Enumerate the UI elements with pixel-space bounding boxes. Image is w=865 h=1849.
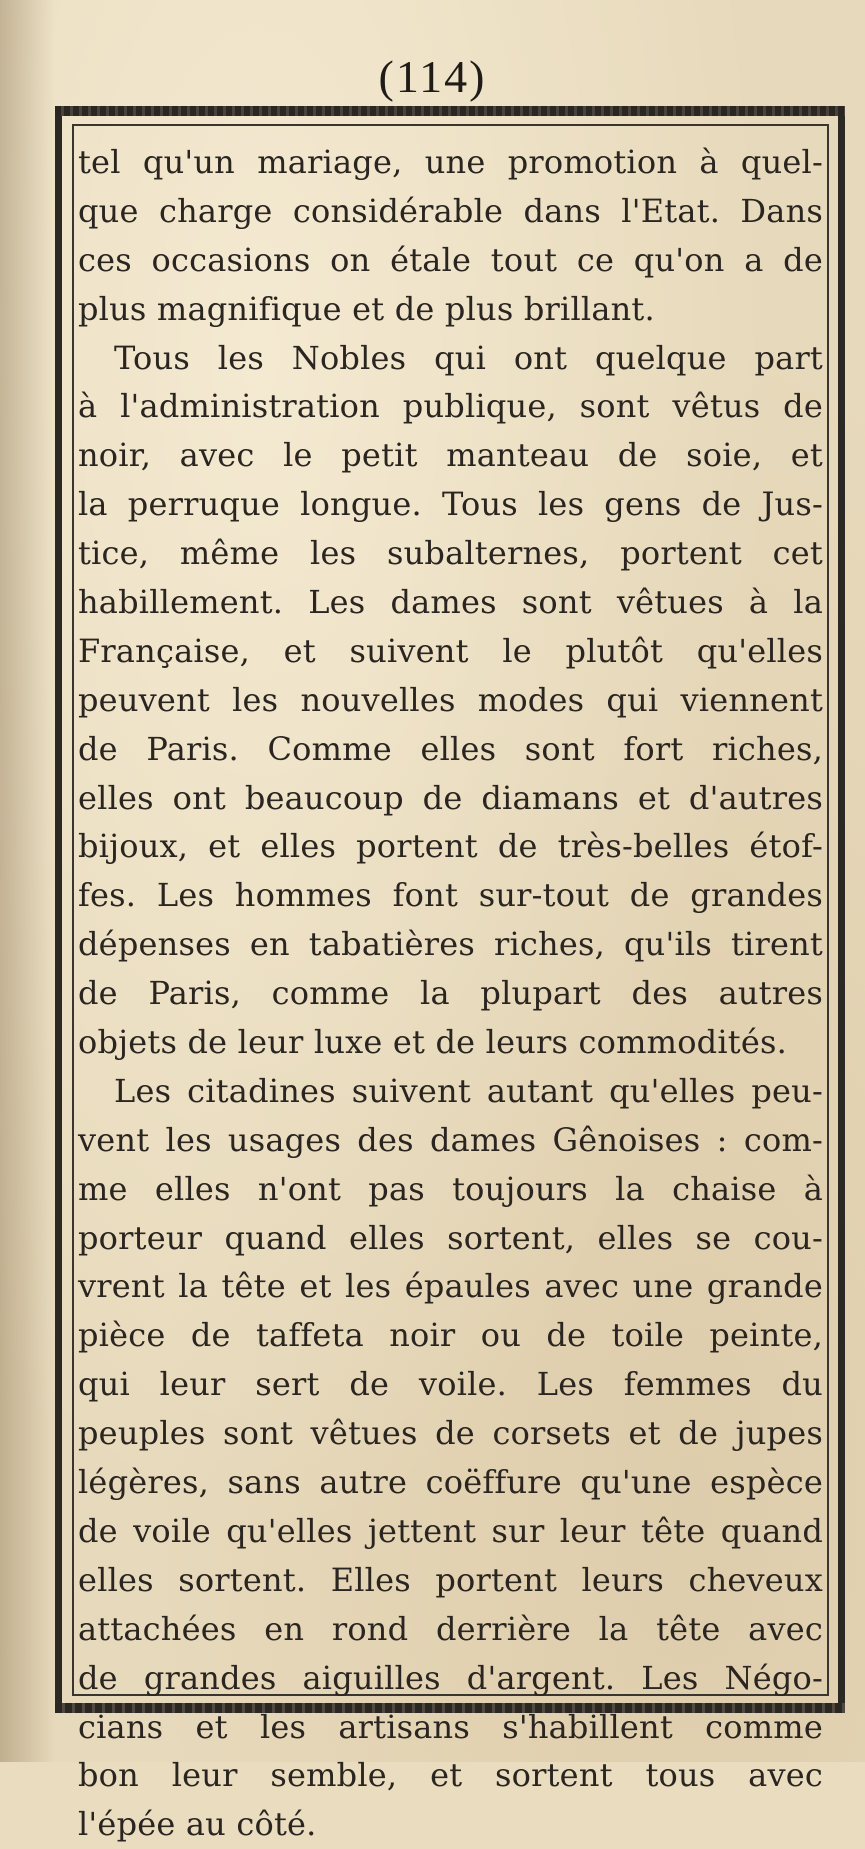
text-line: de Paris. Comme elles sont fort riches,: [78, 729, 823, 768]
text-line: ces occasions on étale tout ce qu'on a de: [78, 240, 823, 279]
text-line: Tous les Nobles qui ont quelque part: [114, 338, 823, 377]
text-line: de voile qu'elles jettent sur leur tête quand: [78, 1511, 823, 1550]
text-line: bijoux, et elles portent de très-belles étof-: [78, 827, 823, 866]
text-line: qui leur sert de voile. Les femmes du: [78, 1365, 823, 1404]
gutter-shadow: [0, 0, 55, 1762]
text-line: habillement. Les dames sont vêtues à la: [78, 583, 823, 622]
page-frame-top-rule: [55, 106, 845, 116]
text-line: l'épée au côté.: [78, 1805, 317, 1844]
text-line: tel qu'un mariage, une promotion à quel-: [78, 143, 823, 181]
text-line: pièce de taffeta noir ou de toile peinte,: [78, 1316, 823, 1355]
text-line: tice, même les subalternes, portent cet: [78, 534, 823, 573]
text-line: que charge considérable dans l'Etat. Dans: [78, 191, 823, 230]
text-line: bon leur semble, et sortent tous avec: [78, 1756, 823, 1795]
text-line: peuvent les nouvelles modes qui viennent: [78, 680, 823, 719]
text-line: vent les usages des dames Gênoises : com-: [78, 1120, 823, 1159]
text-line: me elles n'ont pas toujours la chaise à: [78, 1169, 823, 1208]
text-line: porteur quand elles sortent, elles se cou-: [78, 1218, 823, 1257]
text-line: attachées en rond derrière la tête avec: [78, 1609, 823, 1648]
body-text: [78, 138, 823, 1849]
text-line: dépenses en tabatières riches, qu'ils tirent: [78, 925, 823, 964]
text-line: elles sortent. Elles portent leurs cheveux: [78, 1560, 823, 1599]
text-line: à l'administration publique, sont vêtus de: [78, 387, 823, 426]
text-line: objets de leur luxe et de leurs commodités.: [78, 1023, 787, 1062]
text-line: plus magnifique et de plus brillant.: [78, 289, 655, 328]
text-line: peuples sont vêtues de corsets et de jupes: [78, 1414, 823, 1453]
text-line: noir, avec le petit manteau de soie, et: [78, 436, 823, 475]
text-line: cians et les artisans s'habillent comme: [78, 1707, 823, 1746]
text-line: vrent la tête et les épaules avec une grande: [78, 1267, 823, 1306]
text-line: de Paris, comme la plupart des autres: [78, 974, 823, 1013]
text-line: Française, et suivent le plutôt qu'elles: [78, 631, 823, 670]
text-line: la perruque longue. Tous les gens de Jus-: [78, 485, 823, 524]
page-number: (114): [378, 51, 487, 102]
text-line: elles ont beaucoup de diamans et d'autres: [78, 778, 823, 817]
text-line: fes. Les hommes font sur-tout de grandes: [78, 876, 823, 915]
text-line: de grandes aiguilles d'argent. Les Négo-: [78, 1658, 823, 1697]
text-line: Les citadines suivent autant qu'elles peu-: [114, 1071, 823, 1110]
text-line: légères, sans autre coëffure qu'une espèce: [78, 1463, 823, 1502]
